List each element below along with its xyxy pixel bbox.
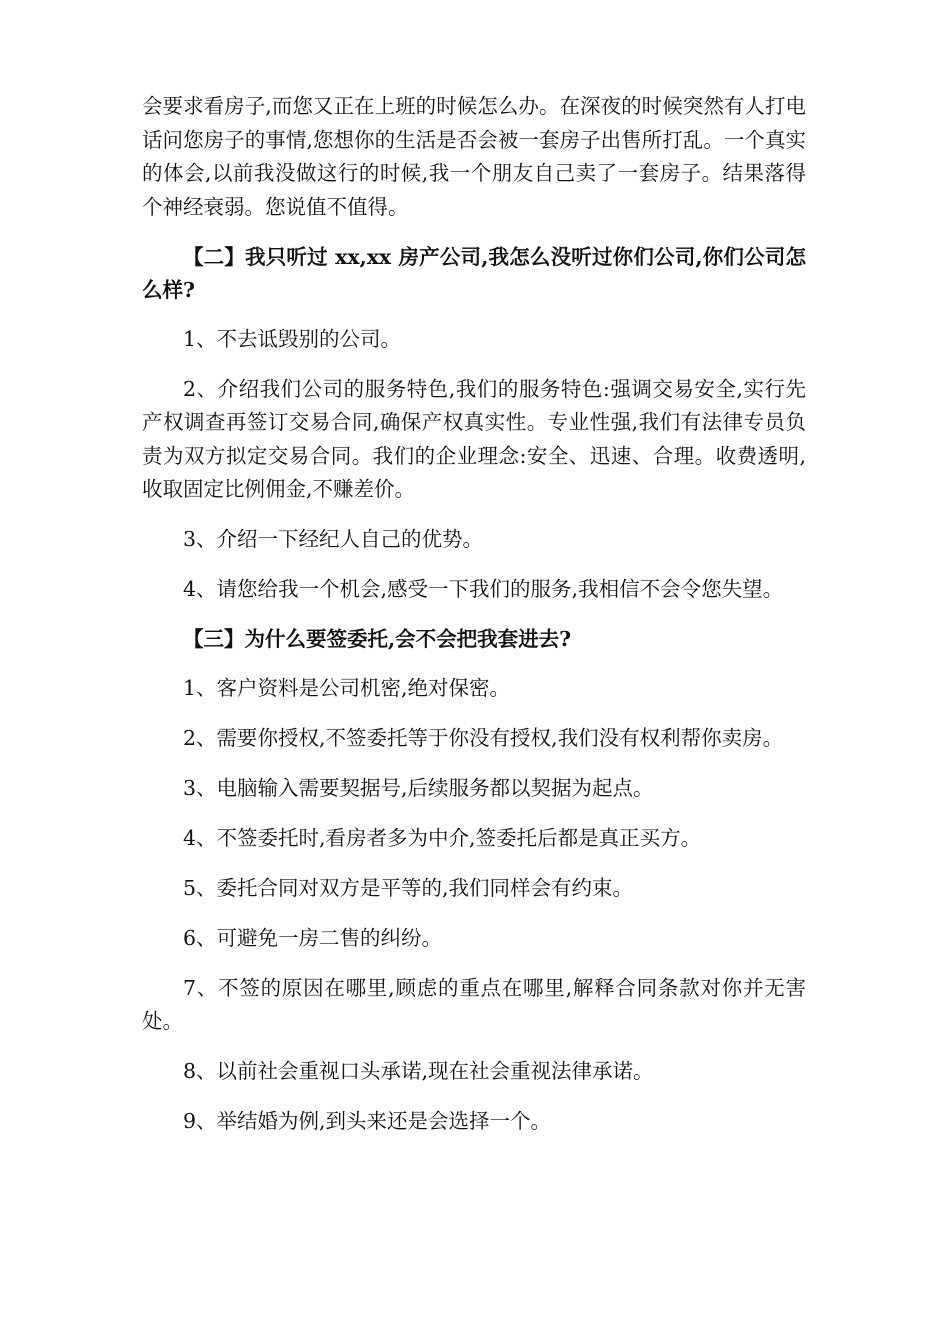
section-heading-2: 【二】我只听过 xx,xx 房产公司,我怎么没听过你们公司,你们公司怎么样? [142,244,806,302]
list-item: 3、介绍一下经纪人自己的优势。 [183,527,484,551]
list-item: 4、请您给我一个机会,感受一下我们的服务,我相信不会令您失望。 [183,577,784,601]
list-item: 8、以前社会重视口头承诺,现在社会重视法律承诺。 [183,1059,654,1083]
list-item: 9、举结婚为例,到头来还是会选择一个。 [183,1109,552,1133]
list-item: 7、不签的原因在哪里,顾虑的重点在哪里,解释合同条款对你并无害处。 [142,975,806,1033]
list-item: 1、不去诋毁别的公司。 [183,326,402,351]
list-item: 4、不签委托时,看房者多为中介,签委托后都是真正买方。 [183,825,702,850]
list-item: 1、客户资料是公司机密,绝对保密。 [183,675,511,700]
paragraph-continuation: 会要求看房子,而您又正在上班的时候怎么办。在深夜的时候突然有人打电话问您房子的事情,您想你的生活是否会被一套房子出售所打乱。一个真实的体会,以前我没做这行的时候,我一个朋友自己卖了一套房子。结果落得个神经衰弱。您说值不值得。 [142,94,806,219]
list-item: 2、介绍我们公司的服务特色,我们的服务特色:强调交易安全,实行先产权调查再签订交易合同,确保产权真实性。专业性强,我们有法律专员负责为双方拟定交易合同。我们的企业理念:安全、迅速、合理。收费透明,收取固定比例佣金,不赚差价。 [142,376,806,501]
list-item: 2、需要你授权,不签委托等于你没有授权,我们没有权利帮你卖房。 [183,725,784,750]
document-body [142,90,806,1155]
section-heading-3: 【三】为什么要签委托,会不会把我套进去? [183,627,572,651]
list-item: 5、委托合同对双方是平等的,我们同样会有约束。 [183,875,634,900]
list-item: 6、可避免一房二售的纠纷。 [183,925,443,950]
list-item: 3、电脑输入需要契据号,后续服务都以契据为起点。 [183,775,654,800]
